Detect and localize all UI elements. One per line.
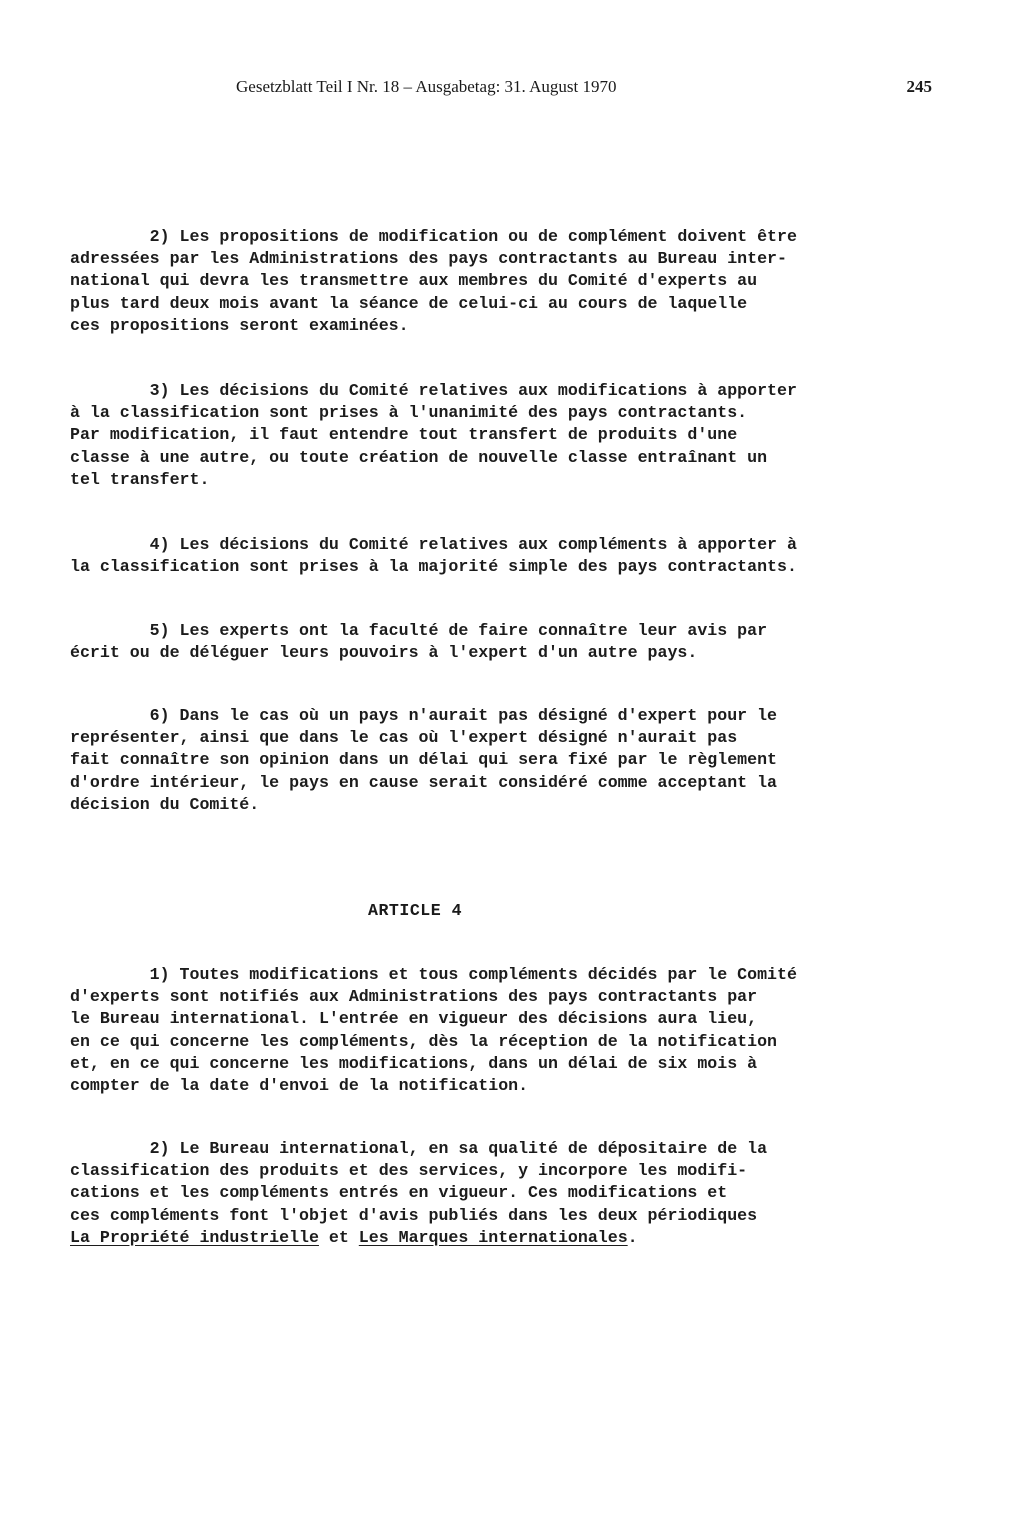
article-4-paragraph-2 xyxy=(70,1138,900,1249)
periodical-title-marques-internationales: Les Marques internationales xyxy=(358,1227,628,1247)
paragraph-6: 6) Dans le cas où un pays n'aurait pas désigné d'expert pour le représenter, ainsi que dans le cas où l'expert désigné n'aurait pas fait connaître son opinion dans un délai qui sera fixé par le règlement d'ordre intérieur, le pays en cause serait considéré comme acceptant la décision du Comité. xyxy=(70,706,778,814)
periodical-title-propriete-industrielle: La Propriété industrielle xyxy=(70,1227,319,1247)
conjunction-et: et xyxy=(318,1227,359,1247)
paragraph-2: 2) Les propositions de modification ou de complément doivent être adressées par les Administrations des pays contractants au Bureau inter- national qui devra les transmettre aux membres du Comité d'experts au plus tard deux mois avant la séance de celui-ci au cours de laquelle ces propositions seront examinées. xyxy=(70,227,797,335)
paragraph-5: 5) Les experts ont la faculté de faire connaître leur avis par écrit ou de déléguer leurs pouvoirs à l'expert d'un autre pays. xyxy=(70,621,768,663)
article-4-paragraph-1: 1) Toutes modifications et tous compléments décidés par le Comité d'experts sont notifiés aux Administrations des pays contractants par le Bureau international. L'entrée en vigueur des décisions aura lieu, en ce qui concerne les compléments, dès la réception de la notification et, en ce qui concerne les modifications, dans un délai de six mois à compter de la date d'envoi de la notification. xyxy=(70,965,797,1096)
article-4-paragraph-2-text: 2) Le Bureau international, en sa qualité de dépositaire de la classification des produits et des services, y incorpore les modifi- cations et les compléments entrés en vigueur. Ces modifications et ces compléments font l'objet d'avis publiés dans les deux périodiques xyxy=(70,1139,768,1225)
sentence-end: . xyxy=(627,1227,638,1247)
page-header xyxy=(236,74,932,100)
gazette-title: Gesetzblatt Teil I Nr. 18 – Ausgabetag: 31. August 1970 xyxy=(236,77,617,96)
page-number: 245 xyxy=(906,77,932,96)
article-heading: ARTICLE 4 xyxy=(368,901,463,920)
paragraph-4: 4) Les décisions du Comité relatives aux compléments à apporter à la classification sont prises à la majorité simple des pays contractants. xyxy=(70,535,797,577)
paragraph-3: 3) Les décisions du Comité relatives aux modifications à apporter à la classification sont prises à l'unanimité des pays contractants. Par modification, il faut entendre tout transfert de produits d'une classe à une autre, ou toute création de nouvelle classe entraînant un tel transfert. xyxy=(70,381,797,489)
